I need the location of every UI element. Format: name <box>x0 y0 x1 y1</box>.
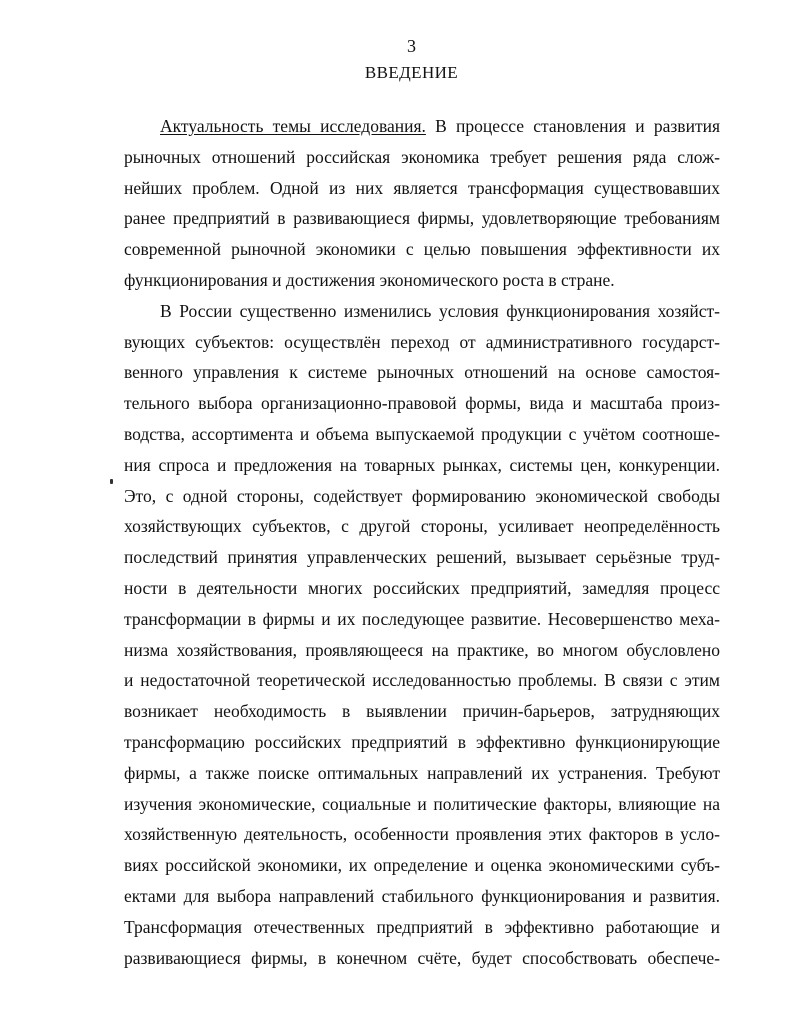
page-number: 3 <box>407 36 416 56</box>
text-line: нейших проблем. Одной из них является трансформация существовавших <box>124 177 720 198</box>
text-line: низма хозяйствования, проявляющееся на практике, во многом обусловлено <box>124 639 720 660</box>
margin-mark <box>110 479 113 484</box>
text-line: и недостаточной теоретической исследованностью проблемы. В связи с этим <box>124 670 720 691</box>
text-line: трансформацию российских предприятий в эффективно функционирующие <box>124 731 720 752</box>
text-line: возникает необходимость в выявлении причин-барьеров, затрудняющих <box>124 701 720 722</box>
text-line: В России существенно изменились условия функционирования хозяйст- <box>160 300 720 321</box>
relevance-lead: Актуальность темы исследования. <box>160 116 426 136</box>
section-heading: ВВЕДЕНИЕ <box>364 63 459 82</box>
text-line: развивающиеся фирмы, в конечном счёте, будет способствовать обеспече- <box>124 947 720 968</box>
paragraph-1-line-1-text: В процессе становления и развития <box>425 116 721 136</box>
text-line: венного управления к системе рыночных отношений на основе самостоя- <box>124 362 720 383</box>
text-line: современной рыночной экономики с целью повышения эффективности их <box>124 239 720 260</box>
text-line: Трансформация отечественных предприятий в эффективно работающие и <box>124 916 720 937</box>
text-line: Это, с одной стороны, содействует формированию экономической свободы <box>124 485 720 506</box>
text-line: последствий принятия управленческих решений, вызывает серьёзные труд- <box>124 547 720 568</box>
text-line: трансформации в фирмы и их последующее развитие. Несовершенство меха- <box>124 608 720 629</box>
text-line: ния спроса и предложения на товарных рынках, системы цен, конкуренции. <box>124 454 720 475</box>
text-line: ектами для выбора направлений стабильного функционирования и развития. <box>124 885 720 906</box>
text-line: водства, ассортимента и объема выпускаемой продукции с учётом соотноше- <box>124 423 720 444</box>
text-line: хозяйственную деятельность, особенности проявления этих факторов в усло- <box>124 824 720 845</box>
text-line: фирмы, а также поиске оптимальных направлений их устранения. Требуют <box>124 762 720 783</box>
text-line: рыночных отношений российская экономика требует решения ряда слож- <box>124 146 720 167</box>
text-line: хозяйствующих субъектов, с другой стороны, усиливает неопределённость <box>124 516 720 537</box>
text-line: функционирования и достижения экономического роста в стране. <box>124 269 615 290</box>
text-line: виях российской экономики, их определение и оценка экономическими субъ- <box>124 855 720 876</box>
text-line: тельного выбора организационно-правовой формы, вида и масштаба произ- <box>124 393 720 414</box>
body-text <box>124 111 720 973</box>
paragraph-1-line-1 <box>124 111 720 142</box>
text-line: ранее предприятий в развивающиеся фирмы, удовлетворяющие требованиям <box>124 208 720 229</box>
text-line: вующих субъектов: осуществлён переход от административного государст- <box>124 331 720 352</box>
text-line: изучения экономические, социальные и политические факторы, влияющие на <box>124 793 720 814</box>
text-line: ности в деятельности многих российских предприятий, замедляя процесс <box>124 577 720 598</box>
